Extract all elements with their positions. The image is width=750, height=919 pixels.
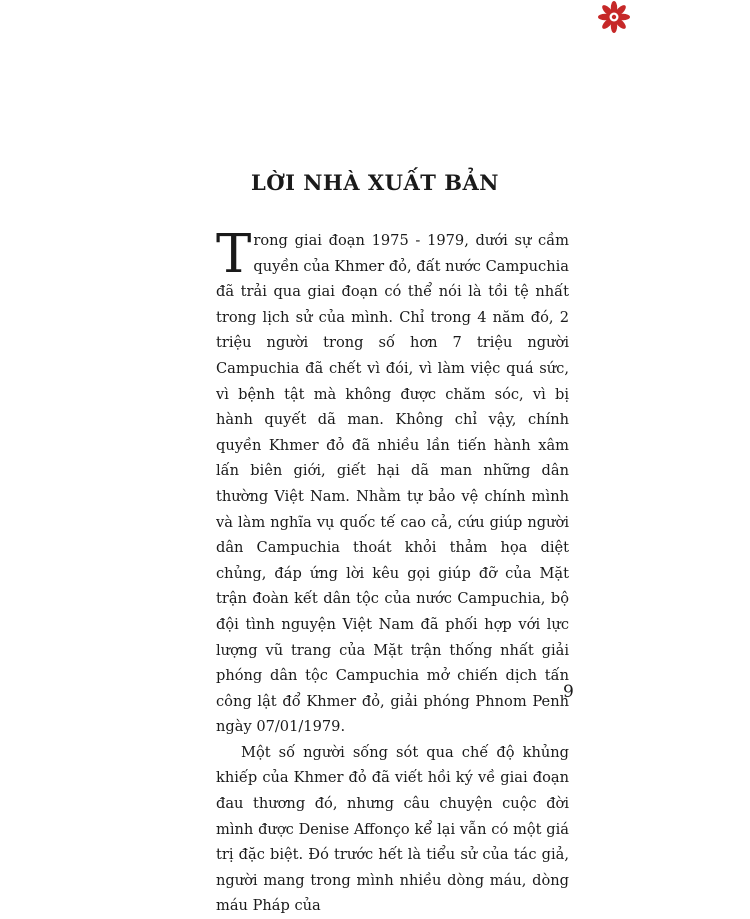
paragraph-1-text: rong giai đoạn 1975 - 1979, dưới sự cầm quyền của Khmer đỏ, đất nước Campuchia đã trải qua giai đoạn có thể nói là tồi tệ nhất trong lịch sử của mình. Chỉ trong 4 năm đó, 2 triệu người trong số hơn 7 triệu người Campuchia đã chết vì đói, vì làm việc quá sức, vì bệnh tật mà không được chăm sóc, vì bị hành quyết dã man. Không chỉ vậy, chính quyền Khmer đỏ đã nhiều lần tiến hành xâm lấn biên giới, giết hại dã man những dân thường Việt Nam. Nhằm tự bảo vệ chính mình và làm nghĩa vụ quốc tế cao cả, cứu giúp người dân Campuchia thoát khỏi thảm họa diệt chủng, đáp ứng lời kêu gọi giúp đỡ của Mặt trận đoàn kết dân tộc của nước Campuchia, bộ đội tình nguyện Việt Nam đã phối hợp với lực lượng vũ trang của Mặt trận thống nhất giải phóng dân tộc Campuchia mở chiến dịch tấn công lật đổ Khmer đỏ, giải phóng Phnom Penh ngày 07/01/1979. [216,232,569,736]
drop-cap: T [216,228,252,285]
page-number: 9 [563,682,574,702]
paragraph-1 [216,228,569,740]
page-title: LỜI NHÀ XUẤT BẢN [251,170,499,195]
preface-body [216,228,569,919]
publisher-flower-logo-icon [596,0,632,34]
paragraph-2: Một số người sống sót qua chế độ khủng khiếp của Khmer đỏ đã viết hồi ký về giai đoạn đau thương đó, nhưng câu chuyện cuộc đời mình được Denise Affonço kể lại vẫn có một giá trị đặc biệt. Đó trước hết là tiểu sử của tác giả, người mang trong mình nhiều dòng máu, dòng máu Pháp của [216,743,569,915]
